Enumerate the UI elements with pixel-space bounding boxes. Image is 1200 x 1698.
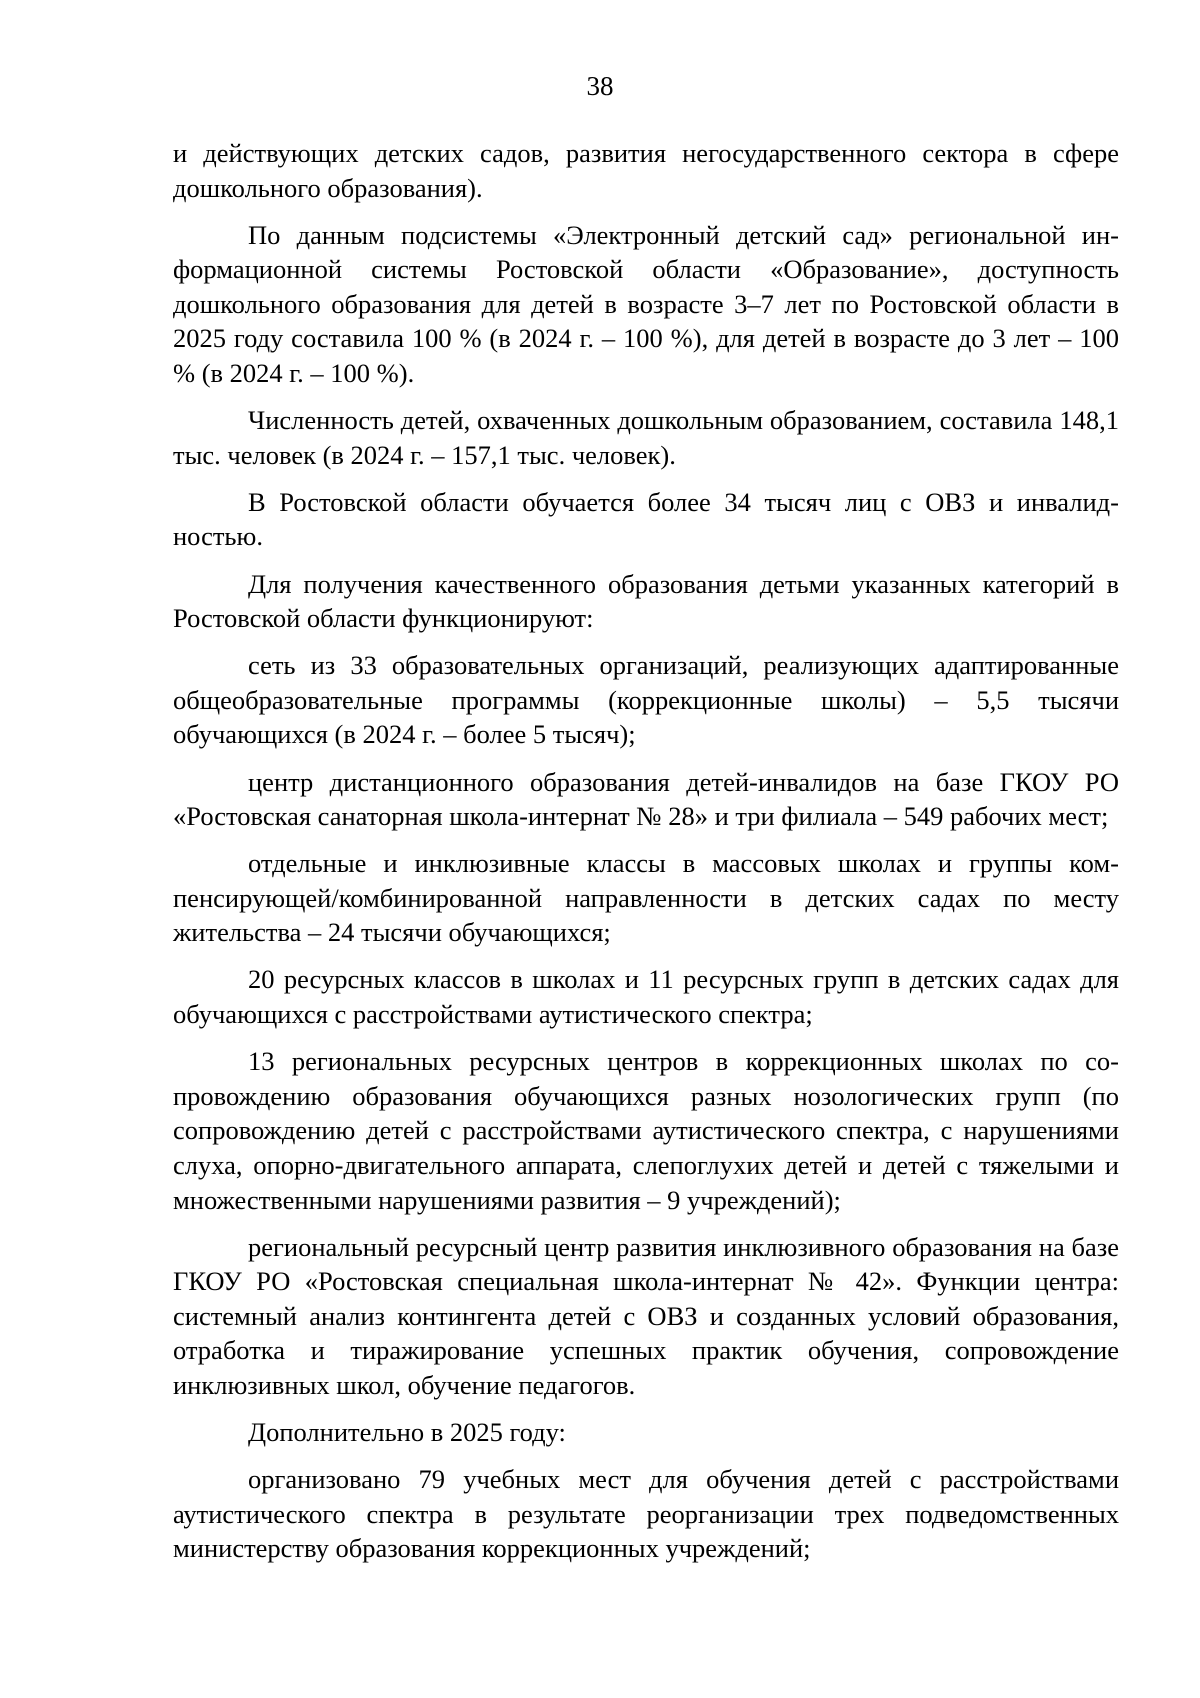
paragraph-continuation: и действующих детских садов, развития негосударственного сектора в сфере дошкольного образования).	[173, 138, 1119, 203]
list-item-regional-resource-centers: 13 региональных ресурсных центров в коррекционных школах по сопровождению образования обучающихся разных нозологических групп (по сопровождению детей с расстройствами аутистического спектра, с нарушениями слуха, опорно-двигательного аппарата, слепоглухих детей и детей с тяжелыми и множественными нарушениями развития – 9 учреждений);	[173, 1046, 1119, 1215]
document-body	[173, 136, 1119, 1578]
list-item-correction-schools: сеть из 33 образовательных организаций, реализующих адаптированные общеобразовательные программы (коррекционные школы) – 5,5 тысячи обучающихся (в 2024 г. – более 5 тысяч);	[173, 650, 1119, 750]
paragraph-functioning-intro: Для получения качественного образования детьми указанных категорий в Ростовской области функционируют:	[173, 568, 1119, 634]
list-item-inclusive-classes: отдельные и инклюзивные классы в массовых школах и группы компенсирующей/комбинированной направленности в детских садах по месту жительства – 24 тысячи обучающихся;	[173, 848, 1119, 948]
paragraph-preschool-availability: По данным подсистемы «Электронный детский сад» региональной информационной системы Ростовской области «Образование», доступность дошкольного образования для детей в возрасте 3–7 лет по Ростовской области в 2025 году составила 100 % (в 2024 г. – 100 %), для детей в возрасте до 3 лет – 100 % (в 2024 г. – 100 %).	[173, 219, 1119, 389]
list-item-resource-classes: 20 ресурсных классов в школах и 11 ресурсных групп в детских садах для обучающихся с расстройствами аутистического спектра;	[173, 964, 1119, 1030]
paragraph-children-count: Численность детей, охваченных дошкольным образованием, составила 148,1 тыс. человек (в 2024 г. – 157,1 тыс. человек).	[173, 405, 1119, 470]
list-item-inclusive-education-center: региональный ресурсный центр развития инклюзивного образования на базе ГКОУ РО «Ростовская специальная школа-интернат № 42». Функции центра: системный анализ контингента детей с ОВЗ и созданных условий образования, отработка и тиражирование успешных практик обучения, сопровождение инклюзивных школ, обучение педагогов.	[173, 1231, 1119, 1400]
paragraph-additional-2025: Дополнительно в 2025 году:	[248, 1417, 566, 1448]
list-item-distance-center: центр дистанционного образования детей-инвалидов на базе ГКОУ РО «Ростовская санаторная школа-интернат № 28» и три филиала – 549 рабочих мест;	[173, 766, 1119, 832]
list-item-autism-places: организовано 79 учебных мест для обучения детей с расстройствами аутистического спектра в результате реорганизации трех подведомственных министерству образования коррекционных учреждений;	[173, 1464, 1119, 1564]
paragraph-disabilities-count: В Ростовской области обучается более 34 тысяч лиц с ОВЗ и инвалидностью.	[173, 486, 1119, 552]
page-number: 38	[586, 71, 614, 101]
